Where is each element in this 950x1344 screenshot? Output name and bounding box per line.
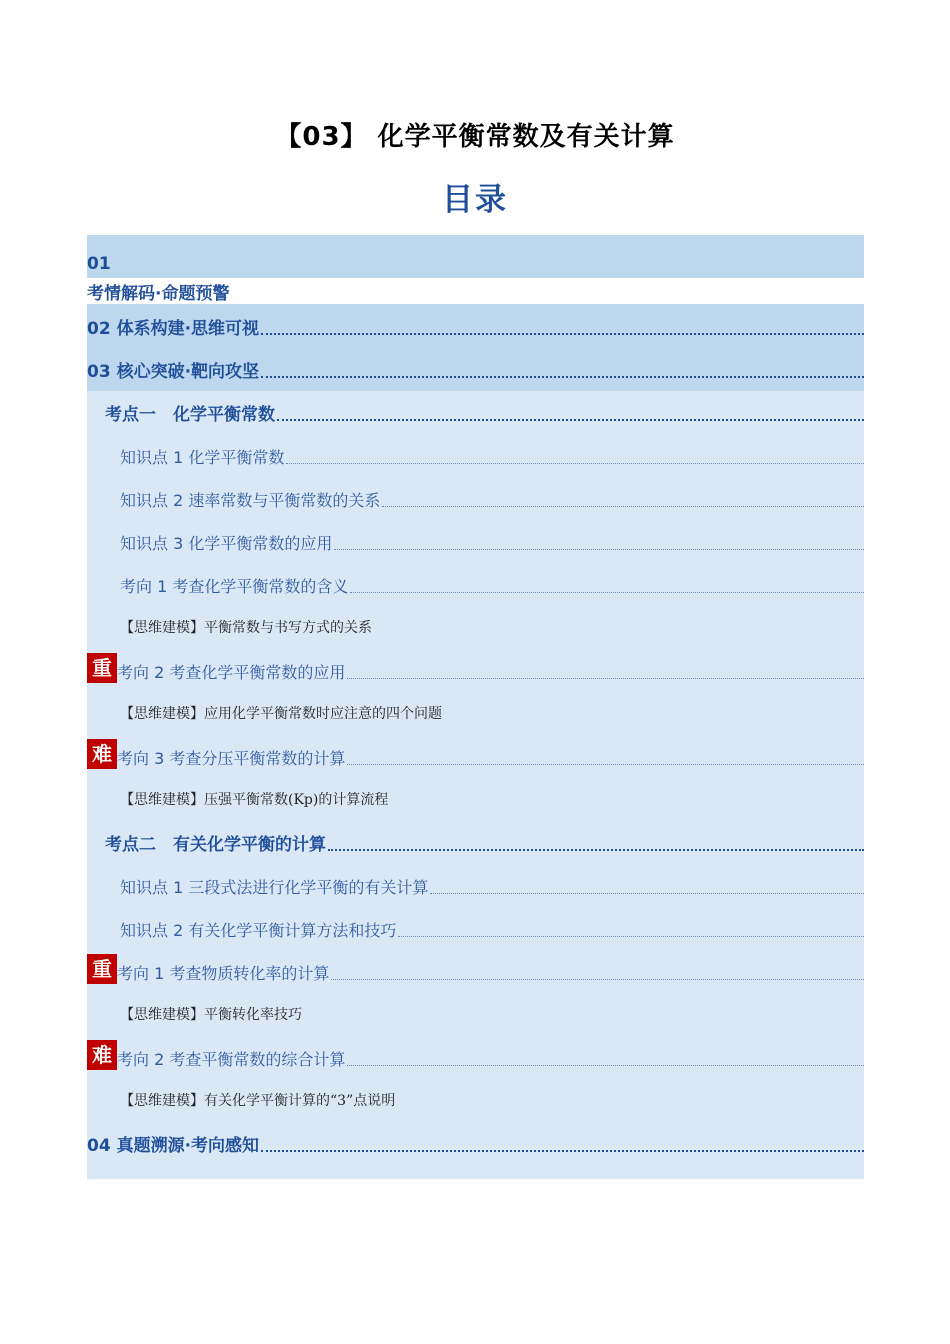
toc-kaodian-2[interactable]: 考点二 有关化学平衡的计算 (87, 821, 864, 864)
toc-kd1-kaoxiang-2[interactable]: 重 考向 2 考查化学平衡常数的应用 (87, 649, 864, 692)
table-of-contents (87, 235, 864, 1179)
toc-kd1-zhishidian-1[interactable]: 知识点 1 化学平衡常数 (87, 434, 864, 477)
difficult-point-badge: 难 (87, 1040, 117, 1070)
toc-kd1-kaoxiang-3[interactable]: 难 考向 3 考查分压平衡常数的计算 (87, 735, 864, 778)
toc-kd1-zhishidian-2[interactable]: 知识点 2 速率常数与平衡常数的关系 (87, 477, 864, 520)
toc-kd2-zhishidian-2[interactable]: 知识点 2 有关化学平衡计算方法和技巧 (87, 907, 864, 950)
difficult-point-badge: 难 (87, 739, 117, 769)
toc-kd1-zhishidian-3[interactable]: 知识点 3 化学平衡常数的应用 (87, 520, 864, 563)
toc-kd1-kx1-note[interactable]: 【思维建模】平衡常数与书写方式的关系 (87, 606, 864, 649)
key-point-badge: 重 (87, 653, 117, 683)
toc-section-04[interactable]: 04 真题溯源·考向感知 (87, 1122, 864, 1165)
document-title: 【03】 化学平衡常数及有关计算 (275, 122, 675, 152)
toc-kd2-kx1-note[interactable]: 【思维建模】平衡转化率技巧 (87, 993, 864, 1036)
toc-kd1-kaoxiang-1[interactable]: 考向 1 考查化学平衡常数的含义 (87, 563, 864, 606)
toc-kd2-kx2-note[interactable]: 【思维建模】有关化学平衡计算的“3”点说明 (87, 1079, 864, 1122)
toc-kd2-zhishidian-1[interactable]: 知识点 1 三段式法进行化学平衡的有关计算 (87, 864, 864, 907)
toc-kd1-kx3-note[interactable]: 【思维建模】压强平衡常数(Kp)的计算流程 (87, 778, 864, 821)
toc-section-01-label[interactable]: 考情解码·命题预警 (87, 278, 864, 304)
toc-section-02[interactable]: 02 体系构建·思维可视 (87, 304, 864, 348)
key-point-badge: 重 (87, 954, 117, 984)
toc-kd1-kx2-note[interactable]: 【思维建模】应用化学平衡常数时应注意的四个问题 (87, 692, 864, 735)
toc-bottom-band (87, 1165, 864, 1179)
toc-section-01-number[interactable]: 01 (87, 235, 864, 278)
toc-kaodian-1[interactable]: 考点一 化学平衡常数 (87, 391, 864, 434)
toc-kd2-kaoxiang-2[interactable]: 难 考向 2 考查平衡常数的综合计算 (87, 1036, 864, 1079)
toc-kd2-kaoxiang-1[interactable]: 重 考向 1 考查物质转化率的计算 (87, 950, 864, 993)
toc-section-03[interactable]: 03 核心突破·靶向攻坚 (87, 348, 864, 391)
toc-heading: 目录 (442, 182, 508, 218)
